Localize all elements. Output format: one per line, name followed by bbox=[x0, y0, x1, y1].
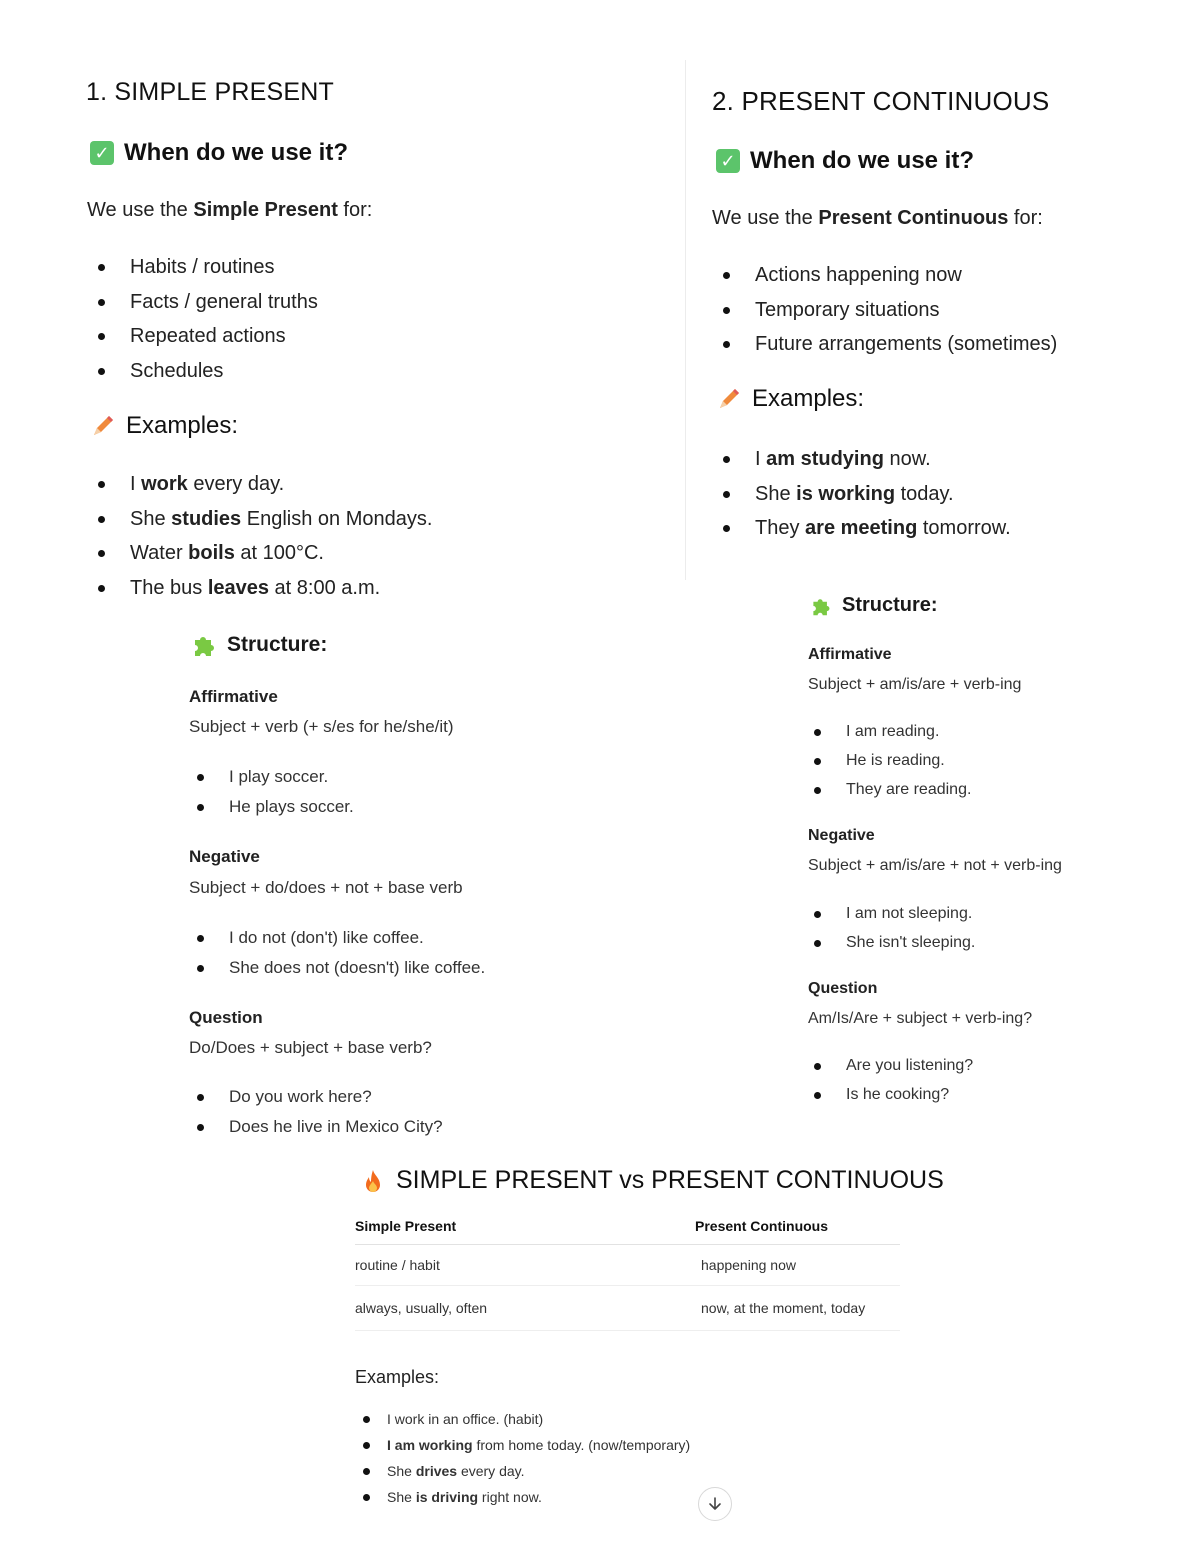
list-item: They are reading. bbox=[806, 775, 971, 804]
column-header: Simple Present bbox=[355, 1218, 695, 1245]
scroll-down-button[interactable] bbox=[698, 1487, 732, 1521]
list-item: Schedules bbox=[90, 354, 318, 389]
list-item: Repeated actions bbox=[90, 319, 318, 354]
intro-post: for: bbox=[337, 199, 373, 221]
list-item: Water boils at 100°C. bbox=[90, 536, 432, 571]
intro-bold: Simple Present bbox=[193, 199, 338, 221]
question-label: Question bbox=[808, 980, 878, 997]
affirmative-label: Affirmative bbox=[189, 687, 278, 706]
structure-heading bbox=[191, 632, 327, 658]
simple-present-section bbox=[86, 78, 334, 107]
examples-heading-text: Examples: bbox=[126, 412, 239, 439]
list-item: Is he cooking? bbox=[806, 1080, 973, 1109]
list-item: He plays soccer. bbox=[189, 792, 354, 822]
intro-post: for: bbox=[1008, 207, 1043, 229]
list-item: Are you listening? bbox=[806, 1051, 973, 1080]
structure-heading bbox=[810, 594, 938, 617]
list-item: I am studying now. bbox=[715, 442, 1011, 477]
list-item: I work every day. bbox=[90, 467, 432, 502]
table-cell: happening now bbox=[695, 1245, 900, 1286]
question-formula: Do/Does + subject + base verb? bbox=[189, 1038, 432, 1057]
table-cell: routine / habit bbox=[355, 1245, 695, 1286]
list-item: She studies English on Mondays. bbox=[90, 502, 432, 537]
list-item: She is working today. bbox=[715, 477, 1011, 512]
list-item: The bus leaves at 8:00 a.m. bbox=[90, 571, 432, 606]
intro-bold: Present Continuous bbox=[818, 207, 1009, 229]
when-heading bbox=[716, 147, 974, 175]
question-formula: Am/Is/Are + subject + verb-ing? bbox=[808, 1010, 1033, 1027]
pencil-icon bbox=[90, 413, 116, 439]
column-header: Present Continuous bbox=[695, 1218, 900, 1245]
comparison-title-text: SIMPLE PRESENT vs PRESENT CONTINUOUS bbox=[396, 1166, 944, 1194]
list-item: I do not (don't) like coffee. bbox=[189, 923, 485, 953]
section-title: 1. SIMPLE PRESENT bbox=[86, 78, 334, 106]
comparison-table bbox=[355, 1218, 900, 1331]
pencil-icon bbox=[716, 386, 742, 412]
negative-formula: Subject + do/does + not + base verb bbox=[189, 878, 463, 897]
affirmative-examples bbox=[189, 762, 354, 822]
when-heading-text: When do we use it? bbox=[124, 139, 349, 166]
examples-list bbox=[715, 442, 1011, 546]
table-cell: always, usually, often bbox=[355, 1286, 695, 1331]
uses-list bbox=[90, 250, 318, 388]
affirmative-formula: Subject + verb (+ s/es for he/she/it) bbox=[189, 717, 454, 736]
intro-pre: We use the bbox=[87, 199, 194, 221]
list-item: They are meeting tomorrow. bbox=[715, 511, 1011, 546]
examples-heading-text: Examples: bbox=[752, 385, 865, 412]
negative-examples bbox=[806, 899, 975, 957]
list-item: Future arrangements (sometimes) bbox=[715, 327, 1057, 362]
uses-list bbox=[715, 258, 1057, 362]
table-row bbox=[355, 1245, 900, 1286]
check-icon: ✓ bbox=[90, 141, 114, 165]
list-item: She isn't sleeping. bbox=[806, 928, 975, 957]
intro-text bbox=[712, 207, 1043, 230]
intro-pre: We use the bbox=[712, 207, 819, 229]
affirmative-label: Affirmative bbox=[808, 646, 892, 663]
comparison-examples-list bbox=[355, 1406, 690, 1510]
table-cell: now, at the moment, today bbox=[695, 1286, 900, 1331]
intro-text bbox=[87, 199, 372, 222]
list-item: I am working from home today. (now/temporary) bbox=[355, 1432, 690, 1458]
question-label: Question bbox=[189, 1008, 263, 1027]
affirmative-formula: Subject + am/is/are + verb-ing bbox=[808, 676, 1022, 693]
puzzle-icon bbox=[191, 632, 217, 658]
negative-label: Negative bbox=[808, 827, 875, 844]
list-item: I am not sleeping. bbox=[806, 899, 975, 928]
list-item: He is reading. bbox=[806, 746, 971, 775]
comparison-title bbox=[360, 1166, 944, 1195]
list-item: Facts / general truths bbox=[90, 285, 318, 320]
list-item: I work in an office. (habit) bbox=[355, 1406, 690, 1432]
list-item: Temporary situations bbox=[715, 293, 1057, 328]
list-item: Habits / routines bbox=[90, 250, 318, 285]
list-item: I am reading. bbox=[806, 717, 971, 746]
question-examples bbox=[806, 1051, 973, 1109]
when-heading bbox=[90, 139, 348, 167]
negative-label: Negative bbox=[189, 847, 260, 866]
table-header-row bbox=[355, 1218, 900, 1245]
column-divider bbox=[685, 60, 686, 580]
examples-heading bbox=[716, 385, 864, 413]
list-item: She drives every day. bbox=[355, 1458, 690, 1484]
structure-heading-text: Structure: bbox=[842, 594, 938, 616]
present-continuous-section bbox=[712, 86, 1049, 117]
negative-examples bbox=[189, 923, 485, 983]
when-heading-text: When do we use it? bbox=[750, 147, 975, 174]
section-title: 2. PRESENT CONTINUOUS bbox=[712, 86, 1050, 116]
list-item: She is driving right now. bbox=[355, 1484, 690, 1510]
puzzle-icon bbox=[810, 595, 832, 617]
question-examples bbox=[189, 1082, 443, 1142]
fire-icon bbox=[360, 1168, 386, 1194]
structure-heading-text: Structure: bbox=[227, 633, 328, 656]
list-item: Actions happening now bbox=[715, 258, 1057, 293]
table-row bbox=[355, 1286, 900, 1331]
comparison-examples-heading: Examples: bbox=[355, 1367, 440, 1387]
examples-list bbox=[90, 467, 432, 605]
list-item: She does not (doesn't) like coffee. bbox=[189, 953, 485, 983]
arrow-down-icon bbox=[708, 1497, 722, 1511]
negative-formula: Subject + am/is/are + not + verb-ing bbox=[808, 857, 1062, 874]
list-item: Do you work here? bbox=[189, 1082, 443, 1112]
list-item: I play soccer. bbox=[189, 762, 354, 792]
list-item: Does he live in Mexico City? bbox=[189, 1112, 443, 1142]
examples-heading bbox=[90, 412, 238, 440]
affirmative-examples bbox=[806, 717, 971, 804]
check-icon: ✓ bbox=[716, 149, 740, 173]
